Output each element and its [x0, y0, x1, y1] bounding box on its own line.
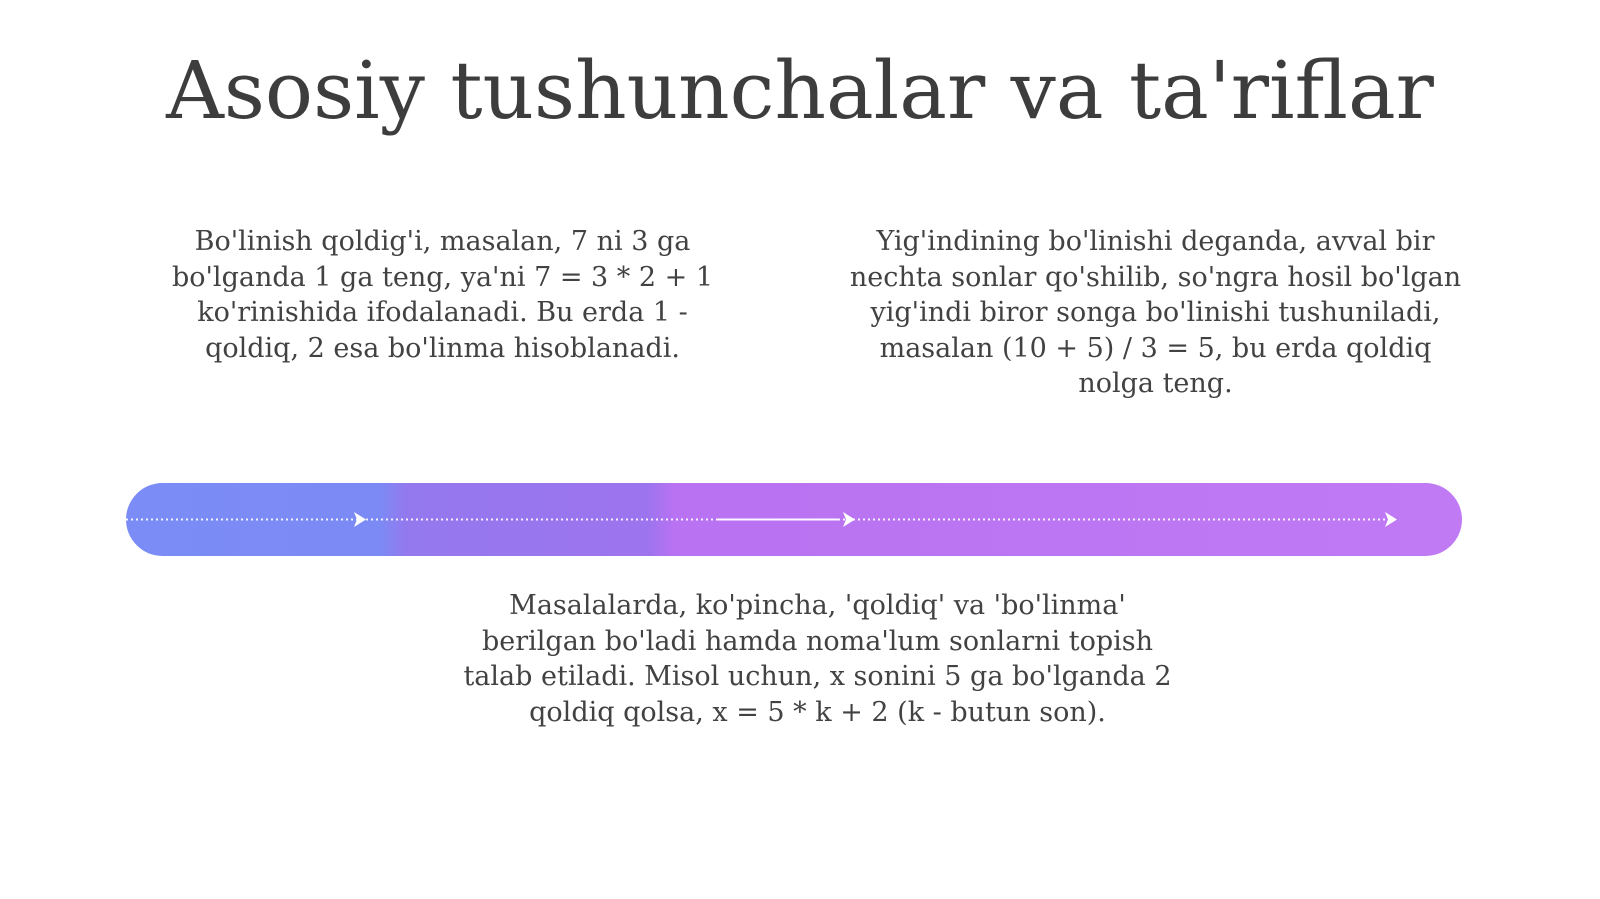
slide-title: Asosiy tushunchalar va ta'riflar	[166, 44, 1434, 137]
text-block-remainder: Bo'linish qoldig'i, masalan, 7 ni 3 ga bo'lganda 1 ga teng, ya'ni 7 = 3 * 2 + 1 ko'rinishida ifodalanadi. Bu erda 1 - qoldiq, 2 esa bo'linma hisoblanadi.	[171, 226, 714, 364]
text-block-sum-division: Yig'indining bo'linishi deganda, avval bir nechta sonlar qo'shilib, so'ngra hosil bo'lgan yig'indi biror songa bo'linishi tushuniladi, masalan (10 + 5) / 3 = 5, bu erda qoldiq nolga teng.	[849, 226, 1462, 399]
timeline-arrows	[126, 483, 1462, 556]
arrow-right-icon	[354, 512, 366, 527]
arrow-right-icon	[1385, 512, 1397, 527]
text-block-problems: Masalalarda, ko'pincha, 'qoldiq' va 'bo'linma' berilgan bo'ladi hamda noma'lum sonlarni topish talab etiladi. Misol uchun, x sonini 5 ga bo'lganda 2 qoldiq qolsa, x = 5 * k + 2 (k - butun son).	[463, 590, 1172, 728]
timeline-bar	[126, 483, 1462, 556]
